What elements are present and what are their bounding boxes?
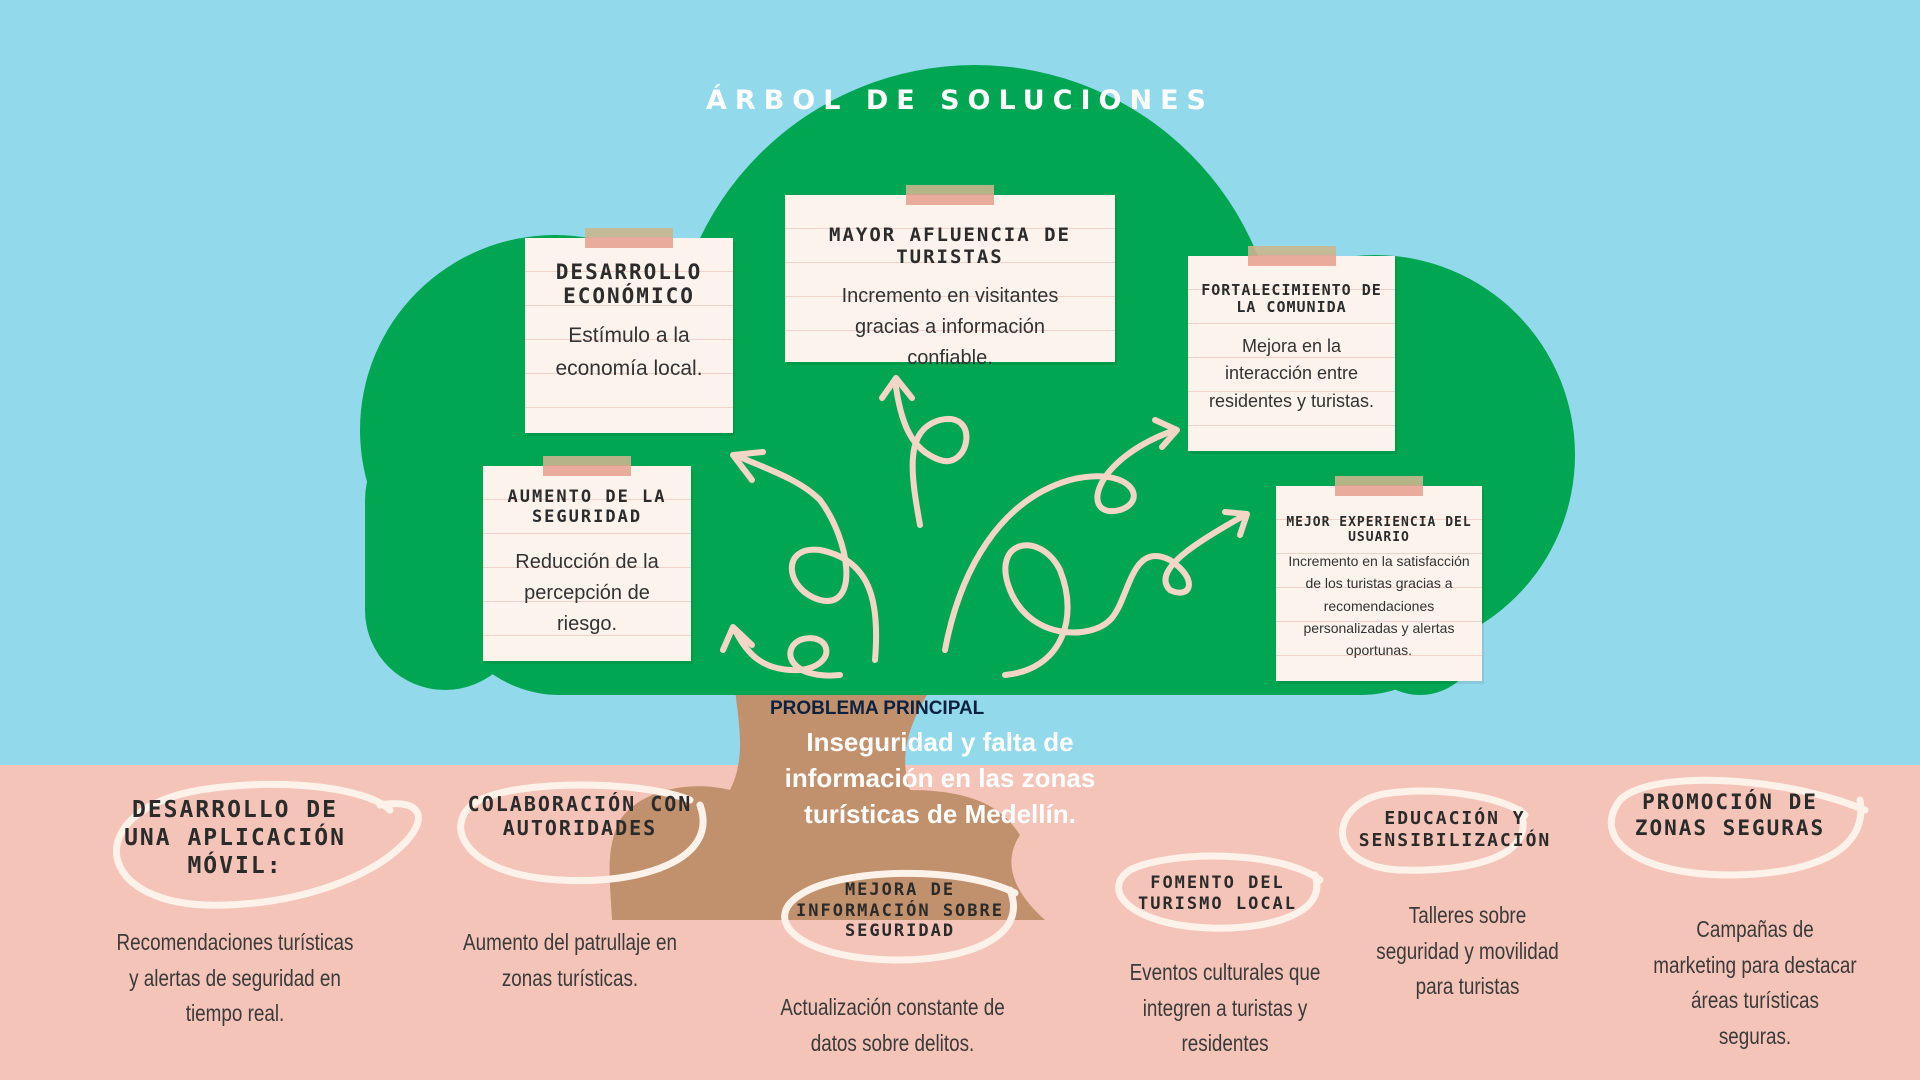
root-text-local-tourism: Eventos culturales que integren a turistas y residentes: [1129, 959, 1321, 1057]
branch-note-community: [1188, 256, 1395, 451]
problem-label: PROBLEMA PRINCIPAL: [770, 698, 985, 719]
branch-text: Incremento en visitantes gracias a información confiable.: [841, 284, 1059, 369]
root-title-security-info: MEJORA DE INFORMACIÓN SOBRE SEGURIDAD: [796, 880, 1004, 942]
tape: [906, 185, 994, 205]
diagram-title: ÁRBOL DE SOLUCIONES: [706, 85, 1214, 116]
problem-text: Inseguridad y falta de información en las zonas turísticas de Medellín.: [784, 727, 1096, 829]
branch-title: FORTALECIMIENTO DE LA COMUNIDA: [1201, 281, 1382, 317]
root-title-education: EDUCACIÓN Y SENSIBILIZACIÓN: [1358, 808, 1552, 851]
branch-title: MEJOR EXPERIENCIA DEL USUARIO: [1286, 515, 1472, 545]
branch-title: MAYOR AFLUENCIA DE TURISTAS: [829, 224, 1071, 268]
branch-text: Incremento en la satisfacción de los turistas gracias a recomendaciones personalizadas y alertas oportunas.: [1288, 552, 1470, 659]
branch-note-user-experience: [1276, 486, 1482, 681]
tape: [1335, 476, 1423, 496]
branch-note-economic-development: [525, 238, 733, 433]
root-title-local-tourism: FOMENTO DEL TURISMO LOCAL: [1137, 873, 1298, 914]
branch-text: Mejora en la interacción entre residentes y turistas.: [1208, 335, 1375, 412]
branch-title: AUMENTO DE LA SEGURIDAD: [507, 487, 667, 527]
tape: [585, 228, 673, 248]
root-text-authorities: Aumento del patrullaje en zonas turísticas.: [463, 929, 677, 991]
branch-note-tourism-increase: [785, 195, 1115, 369]
root-text-mobile-app: Recomendaciones turísticas y alertas de seguridad en tiempo real.: [116, 929, 354, 1027]
branch-title: DESARROLLO ECONÓMICO: [555, 260, 703, 309]
branch-note-security: [483, 466, 691, 661]
root-title-safe-zones: PROMOCIÓN DE ZONAS SEGURAS: [1634, 790, 1826, 840]
branch-text: Estímulo a la economía local.: [555, 324, 703, 380]
root-text-education: Talleres sobre seguridad y movilidad para turistas: [1376, 902, 1559, 1000]
branch-text: Reducción de la percepción de riesgo.: [515, 551, 659, 636]
root-text-security-info: Actualización constante de datos sobre delitos.: [780, 994, 1005, 1056]
root-text-safe-zones: Campañas de marketing para destacar áreas turísticas seguras.: [1653, 916, 1857, 1049]
root-title-mobile-app: DESARROLLO DE UNA APLICACIÓN MÓVIL:: [124, 797, 346, 880]
tape: [1248, 246, 1336, 266]
tape: [543, 456, 631, 476]
root-title-authorities: COLABORACIÓN CON AUTORIDADES: [467, 792, 693, 841]
